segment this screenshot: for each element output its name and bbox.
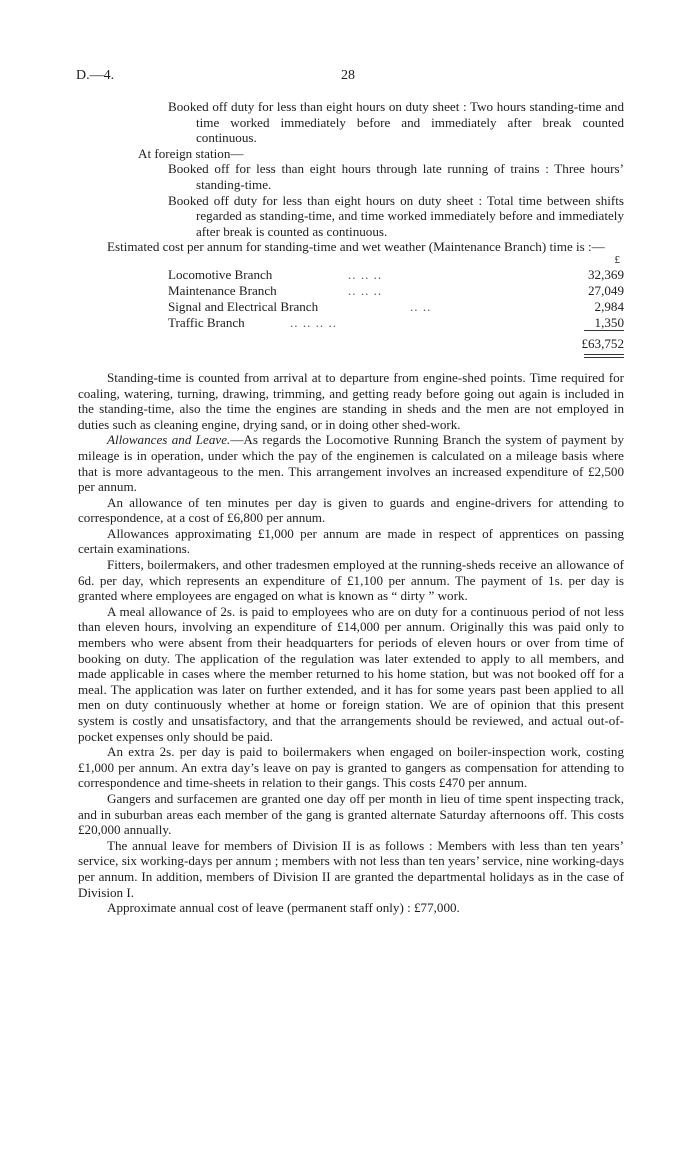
estimate-intro: Estimated cost per annum for standing-time and wet weather (Maintenance Branch) time is :—	[107, 239, 605, 255]
fitters-paragraph: Fitters, boilermakers, and other tradesmen employed at the running-sheds receive an allowance of 6d. per day, which represents an expenditure of £1,100 per annum. The payment of 1s. per day is granted where employees are engaged on what is known as “ dirty ” work.	[78, 557, 624, 604]
allowances-heading: Allowances and Leave.	[107, 432, 231, 448]
leader-dots: .. .. .. ..	[290, 314, 338, 330]
annual-leave-paragraph: The annual leave for members of Division II is as follows : Members with less than ten years’ service, six working-days per annum ; members with not less than ten years’ service, nine working-days per annum. In addition, members of Division II are granted the departmental holidays as in the case of Division I.	[78, 837, 624, 900]
body-text	[78, 99, 624, 916]
booked-off-headquarters: Booked off duty for less than eight hours on duty sheet : Two hours standing-time and time worked immediately before and immediately after break counted continuous.	[168, 99, 624, 146]
table-total: £63,752	[581, 335, 624, 351]
booked-off-late-running: Booked off for less than eight hours through late running of trains : Three hours’ standing-time.	[168, 161, 624, 192]
allowances-paragraph	[78, 432, 624, 494]
branch-label: Locomotive Branch	[168, 266, 273, 282]
cost-table	[78, 253, 624, 370]
gangers-paragraph: Gangers and surfacemen are granted one day off per month in lieu of time spent inspecting track, and in suburban areas each member of the gang is granted alternate Saturday afternoons off. This costs £20,000 annually.	[78, 790, 624, 838]
booked-off-duty-sheet: Booked off duty for less than eight hours on duty sheet : Total time between shifts regarded as standing-time, and time worked immediately before and immediately after break is counted as continuous.	[168, 192, 624, 239]
meal-allowance-paragraph: A meal allowance of 2s. is paid to employees who are on duty for a continuous period of not less than eleven hours, involving an expenditure of £14,000 per annum. Originally this was paid only to members who were absent from their headquarters for periods of eleven hours or over from time of booking on duty. The application of the regulation was later extended to apply to all members, and made applicable in cases where the member returned to his home station, but was not booked off for a meal. The application was later on further extended, and it has for some years past been applied to all men on duty continuously whether at home or foreign station. We are of opinion that this present system is costly and unsatisfactory, and that the arrangements should be reviewed, and actual out-of-pocket expenses only should be paid.	[78, 603, 624, 744]
leader-dots: .. .. ..	[348, 282, 383, 298]
standing-time-paragraph: Standing-time is counted from arrival at to departure from engine-shed points. Time required for coaling, watering, turning, drawing, trimming, and getting ready before going out again is included in the standing-time, also the time the engines are standing in sheds and the men are not employed in duties such as cleaning engine, drying sand, or in doing other shed-work.	[78, 369, 624, 432]
leave-cost-paragraph: Approximate annual cost of leave (permanent staff only) : £77,000.	[107, 900, 460, 916]
leader-dots: .. .. ..	[348, 266, 383, 282]
total-rule-lower	[584, 357, 624, 358]
branch-label: Traffic Branch	[168, 314, 245, 330]
page-number: 28	[341, 68, 355, 83]
branch-amount: 1,350	[594, 314, 624, 330]
extra-pay-paragraph: An extra 2s. per day is paid to boilermakers when engaged on boiler-inspection work, costing £1,000 per annum. An extra day’s leave on pay is granted to gangers as compensation for attending to correspondence and time-sheets in relation to their gangs. This costs £470 per annum.	[78, 744, 624, 791]
branch-amount: 32,369	[587, 266, 624, 282]
table-row	[168, 267, 624, 283]
foreign-station-heading: At foreign station—	[138, 145, 244, 161]
allowances-body: —As regards the Locomotive Running Branch the system of payment by mileage is in operation, under which the pay of the enginemen is calculated on a mileage basis where that is more advantageous to the men. This arrangement involves an increased expenditure of £2,500 per annum.	[78, 432, 624, 495]
currency-symbol: £	[614, 253, 620, 266]
sum-rule	[584, 330, 624, 331]
table-row	[168, 283, 624, 299]
table-row	[168, 315, 624, 331]
branch-amount: 2,984	[594, 298, 624, 314]
table-row	[168, 299, 624, 315]
branch-label: Maintenance Branch	[168, 282, 277, 298]
ten-minutes-paragraph: An allowance of ten minutes per day is given to guards and engine-drivers for attending to correspondence, at a cost of £6,800 per annum.	[78, 494, 624, 526]
total-rule-upper	[584, 354, 624, 355]
branch-amount: 27,049	[587, 282, 624, 298]
leader-dots: .. ..	[410, 298, 432, 314]
apprentices-paragraph: Allowances approximating £1,000 per annum are made in respect of apprentices on passing certain examinations.	[78, 525, 624, 557]
document-reference: D.—4.	[76, 68, 115, 83]
branch-label: Signal and Electrical Branch	[168, 298, 319, 314]
